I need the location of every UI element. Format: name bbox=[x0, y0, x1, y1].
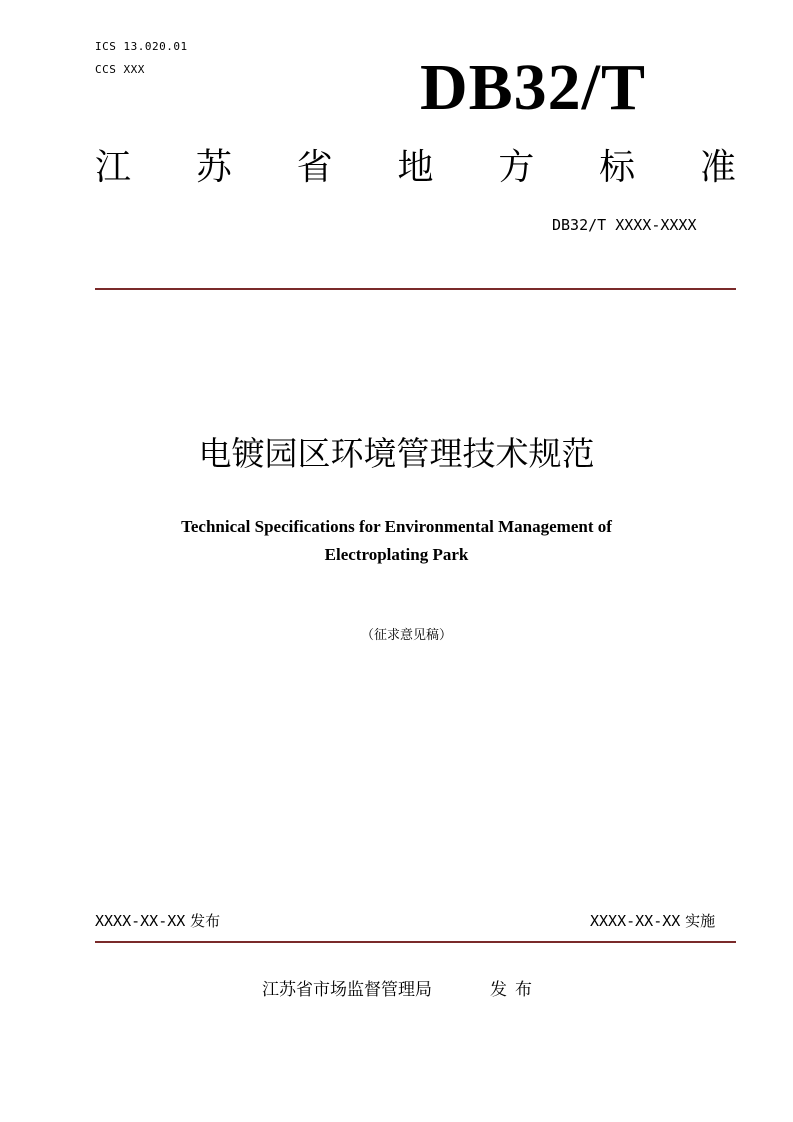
title-char: 标 bbox=[599, 147, 636, 188]
implement-date-line bbox=[590, 910, 715, 931]
document-title-en bbox=[100, 513, 693, 569]
release-date: XXXX-XX-XX bbox=[95, 912, 186, 930]
standard-category-title bbox=[95, 140, 736, 196]
document-title-zh: 电镀园区环境管理技术规范 bbox=[198, 434, 595, 473]
title-char: 方 bbox=[498, 147, 535, 188]
title-en-line-1: Technical Specifications for Environmental Management of bbox=[181, 517, 612, 536]
title-char: 苏 bbox=[195, 147, 232, 188]
implement-date: XXXX-XX-XX bbox=[590, 912, 681, 930]
title-char: 江 bbox=[95, 147, 132, 188]
implement-label: 实施 bbox=[685, 912, 716, 930]
title-en-line-2: Electroplating Park bbox=[324, 545, 469, 564]
standard-logo: DB32/T bbox=[420, 51, 647, 124]
release-label: 发布 bbox=[190, 912, 221, 930]
publish-label: 发布 bbox=[490, 980, 540, 1000]
bottom-divider bbox=[95, 941, 736, 943]
title-char: 准 bbox=[699, 147, 736, 188]
draft-note: （征求意见稿） bbox=[360, 628, 452, 643]
title-char: 省 bbox=[296, 147, 333, 188]
release-date-line bbox=[95, 910, 220, 931]
top-divider bbox=[95, 288, 736, 290]
standard-number: DB32/T XXXX-XXXX bbox=[552, 216, 697, 234]
ccs-code: CCS XXX bbox=[95, 63, 145, 76]
ics-code: ICS 13.020.01 bbox=[95, 40, 188, 53]
publisher: 江苏省市场监督管理局 bbox=[262, 980, 432, 1000]
title-char: 地 bbox=[397, 147, 434, 188]
